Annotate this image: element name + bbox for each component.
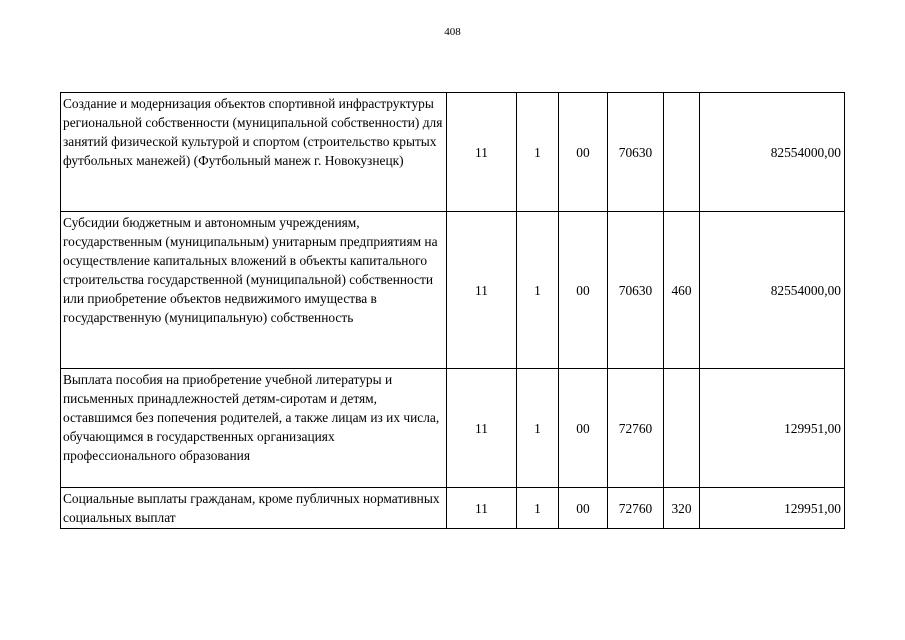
row-program-code: 1 (517, 212, 559, 369)
table-row (61, 488, 845, 529)
row-subprogram-code: 00 (559, 212, 608, 369)
row-amount: 82554000,00 (700, 212, 845, 369)
row-subprogram-code: 00 (559, 369, 608, 488)
table-row (61, 212, 845, 369)
row-expense-type (664, 93, 700, 212)
row-amount: 129951,00 (700, 369, 845, 488)
row-direction-code: 70630 (608, 93, 664, 212)
row-subprogram-code: 00 (559, 488, 608, 529)
row-description: Субсидии бюджетным и автономным учреждениям, государственным (муниципальным) унитарным предприятиям на осуществление капитальных вложений в объекты капитального строительства государственной (муниципальной) собственности или приобретение объектов недвижимого имущества в государственную (муниципальную) собственность (61, 212, 447, 369)
row-section-code: 11 (447, 212, 517, 369)
row-amount: 82554000,00 (700, 93, 845, 212)
row-direction-code: 72760 (608, 488, 664, 529)
table-row (61, 369, 845, 488)
row-description: Социальные выплаты гражданам, кроме публичных нормативных социальных выплат (61, 488, 447, 529)
row-section-code: 11 (447, 93, 517, 212)
row-description: Выплата пособия на приобретение учебной литературы и письменных принадлежностей детям-сиротам и детям, оставшимся без попечения родителей, а также лицам из их числа, обучающимся в государственных организациях профессионального образования (61, 369, 447, 488)
row-subprogram-code: 00 (559, 93, 608, 212)
row-expense-type (664, 369, 700, 488)
page-number: 408 (444, 26, 461, 38)
row-direction-code: 72760 (608, 369, 664, 488)
row-section-code: 11 (447, 369, 517, 488)
row-expense-type: 460 (664, 212, 700, 369)
row-program-code: 1 (517, 488, 559, 529)
row-program-code: 1 (517, 93, 559, 212)
row-section-code: 11 (447, 488, 517, 529)
row-program-code: 1 (517, 369, 559, 488)
table-row (61, 93, 845, 212)
row-expense-type: 320 (664, 488, 700, 529)
row-amount: 129951,00 (700, 488, 845, 529)
row-description: Создание и модернизация объектов спортивной инфраструктуры региональной собственности (муниципальной собственности) для занятий физической культурой и спортом (строительство крытых футбольных манежей) (Футбольный манеж г. Новокузнецк) (61, 93, 447, 212)
row-direction-code: 70630 (608, 212, 664, 369)
budget-table (60, 92, 845, 529)
